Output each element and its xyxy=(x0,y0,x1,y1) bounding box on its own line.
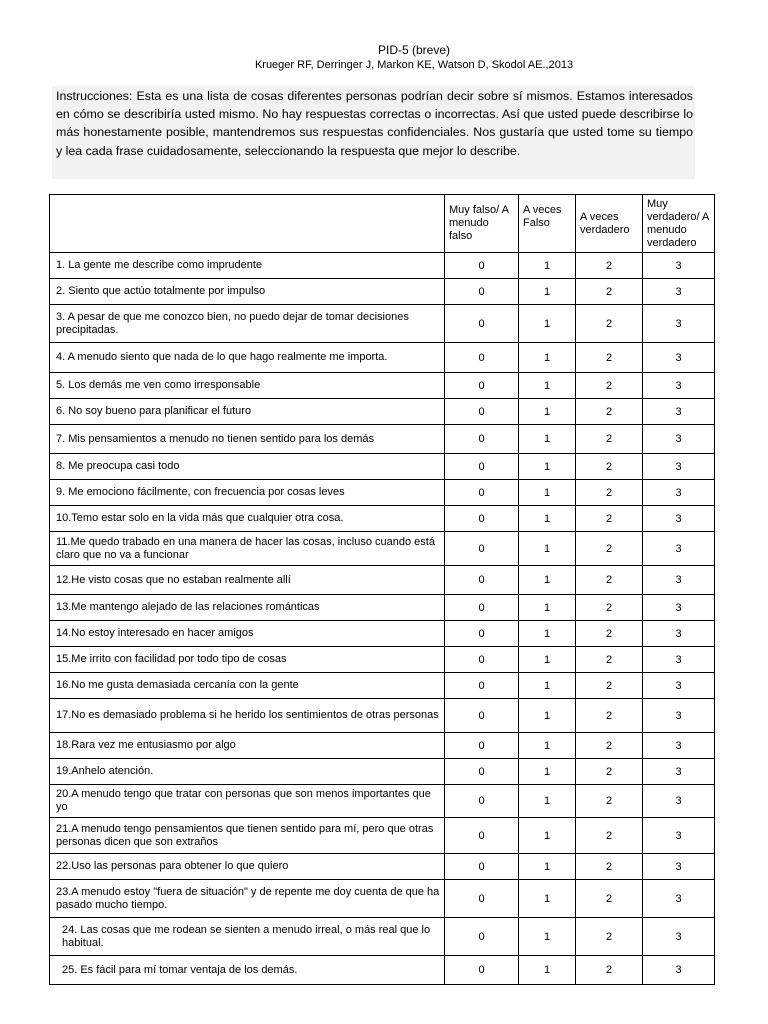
response-option-3[interactable]: 3 xyxy=(643,699,715,733)
response-option-1[interactable]: 1 xyxy=(519,918,576,956)
response-option-3[interactable]: 3 xyxy=(643,956,715,985)
response-option-0[interactable]: 0 xyxy=(445,480,519,506)
response-option-1[interactable]: 1 xyxy=(519,647,576,673)
item-text: 13.Me mantengo alejado de las relaciones románticas xyxy=(50,595,445,621)
response-option-1[interactable]: 1 xyxy=(519,854,576,880)
response-option-1[interactable]: 1 xyxy=(519,532,576,566)
response-option-2[interactable]: 2 xyxy=(576,305,643,343)
table-row xyxy=(50,785,715,818)
response-option-2[interactable]: 2 xyxy=(576,425,643,454)
item-text: 19.Anhelo atención. xyxy=(50,759,445,785)
response-option-1[interactable]: 1 xyxy=(519,253,576,279)
response-option-2[interactable]: 2 xyxy=(576,880,643,918)
item-text: 15.Me irrito con facilidad por todo tipo de cosas xyxy=(50,647,445,673)
table-row xyxy=(50,253,715,279)
item-text: 7. Mis pensamientos a menudo no tienen sentido para los demás xyxy=(50,425,445,454)
response-option-3[interactable]: 3 xyxy=(643,279,715,305)
item-text: 22.Uso las personas para obtener lo que quiero xyxy=(50,854,445,880)
table-row xyxy=(50,343,715,373)
response-option-1[interactable]: 1 xyxy=(519,279,576,305)
response-option-3[interactable]: 3 xyxy=(643,566,715,595)
item-text: 18.Rara vez me entusiasmo por algo xyxy=(50,733,445,759)
response-option-0[interactable]: 0 xyxy=(445,759,519,785)
response-option-3[interactable]: 3 xyxy=(643,818,715,854)
response-option-2[interactable]: 2 xyxy=(576,506,643,532)
response-option-1[interactable]: 1 xyxy=(519,956,576,985)
response-option-3[interactable]: 3 xyxy=(643,733,715,759)
response-option-3[interactable]: 3 xyxy=(643,647,715,673)
table-row xyxy=(50,595,715,621)
response-option-1[interactable]: 1 xyxy=(519,818,576,854)
item-text: 2. Siento que actúo totalmente por impulso xyxy=(50,279,445,305)
column-header-3: Muy verdadero/ A menudo verdadero xyxy=(643,195,715,253)
response-option-0[interactable]: 0 xyxy=(445,532,519,566)
item-text: 8. Me preocupa casi todo xyxy=(50,454,445,480)
column-header-2: A veces verdadero xyxy=(576,195,643,253)
questionnaire-table xyxy=(49,194,715,985)
response-option-2[interactable]: 2 xyxy=(576,647,643,673)
response-option-0[interactable]: 0 xyxy=(445,566,519,595)
response-option-1[interactable]: 1 xyxy=(519,373,576,399)
item-text: 3. A pesar de que me conozco bien, no puedo dejar de tomar decisiones precipitadas. xyxy=(50,305,445,343)
table-row xyxy=(50,673,715,699)
table-row xyxy=(50,305,715,343)
response-option-0[interactable]: 0 xyxy=(445,818,519,854)
column-header-0: Muy falso/ A menudo falso xyxy=(445,195,519,253)
response-option-0[interactable]: 0 xyxy=(445,399,519,425)
table-row xyxy=(50,733,715,759)
header-row xyxy=(50,195,715,253)
item-text: 23.A menudo estoy "fuera de situación" y de repente me doy cuenta de que ha pasado mucho tiempo. xyxy=(50,880,445,918)
response-option-3[interactable]: 3 xyxy=(643,480,715,506)
response-option-1[interactable]: 1 xyxy=(519,343,576,373)
response-option-1[interactable]: 1 xyxy=(519,595,576,621)
response-option-3[interactable]: 3 xyxy=(643,532,715,566)
response-option-2[interactable]: 2 xyxy=(576,373,643,399)
response-option-2[interactable]: 2 xyxy=(576,621,643,647)
table-row xyxy=(50,480,715,506)
response-option-2[interactable]: 2 xyxy=(576,918,643,956)
item-text: 1. La gente me describe como imprudente xyxy=(50,253,445,279)
response-option-3[interactable]: 3 xyxy=(643,343,715,373)
authors-line: Krueger RF, Derringer J, Markon KE, Watson D, Skodol AE.,2013 xyxy=(254,59,574,71)
response-option-3[interactable]: 3 xyxy=(643,253,715,279)
response-option-0[interactable]: 0 xyxy=(445,425,519,454)
response-option-0[interactable]: 0 xyxy=(445,918,519,956)
column-header-1: A veces Falso xyxy=(519,195,576,253)
response-option-0[interactable]: 0 xyxy=(445,880,519,918)
response-option-3[interactable]: 3 xyxy=(643,373,715,399)
page-title: PID-5 (breve) xyxy=(377,43,451,57)
response-option-0[interactable]: 0 xyxy=(445,279,519,305)
table-row xyxy=(50,454,715,480)
response-option-3[interactable]: 3 xyxy=(643,759,715,785)
response-option-1[interactable]: 1 xyxy=(519,733,576,759)
response-option-2[interactable]: 2 xyxy=(576,399,643,425)
response-option-2[interactable]: 2 xyxy=(576,818,643,854)
response-option-1[interactable]: 1 xyxy=(519,305,576,343)
table-row xyxy=(50,506,715,532)
response-option-2[interactable]: 2 xyxy=(576,253,643,279)
response-option-2[interactable]: 2 xyxy=(576,733,643,759)
response-option-3[interactable]: 3 xyxy=(643,425,715,454)
instructions-box: Instrucciones: Esta es una lista de cosas diferentes personas podrían decir sobre sí mismos. Estamos interesados en cómo se describiría usted mismo. No hay respuestas correctas o incorrectas. Así que usted puede describirse lo más honestamente posible, mantendremos sus respuestas confidenciales. Nos gustaría que usted tome su tiempo y lea cada frase cuidadosamente, seleccionando la respuesta que mejor lo describe. xyxy=(52,86,695,179)
response-option-2[interactable]: 2 xyxy=(576,956,643,985)
item-text: 10.Temo estar solo en la vida más que cualquier otra cosa. xyxy=(50,506,445,532)
response-option-0[interactable]: 0 xyxy=(445,956,519,985)
table-row xyxy=(50,818,715,854)
response-option-2[interactable]: 2 xyxy=(576,480,643,506)
response-option-1[interactable]: 1 xyxy=(519,699,576,733)
table-row xyxy=(50,532,715,566)
table-row xyxy=(50,621,715,647)
response-option-0[interactable]: 0 xyxy=(445,673,519,699)
response-option-3[interactable]: 3 xyxy=(643,506,715,532)
response-option-0[interactable]: 0 xyxy=(445,373,519,399)
response-option-2[interactable]: 2 xyxy=(576,566,643,595)
item-text: 12.He visto cosas que no estaban realmente allí xyxy=(50,566,445,595)
table-row xyxy=(50,918,715,956)
response-option-3[interactable]: 3 xyxy=(643,595,715,621)
response-option-0[interactable]: 0 xyxy=(445,305,519,343)
item-text: 9. Me emociono fácilmente, con frecuencia por cosas leves xyxy=(50,480,445,506)
item-text: 6. No soy bueno para planificar el futuro xyxy=(50,399,445,425)
response-option-0[interactable]: 0 xyxy=(445,253,519,279)
table-row xyxy=(50,759,715,785)
item-text: 24. Las cosas que me rodean se sienten a menudo irreal, o más real que lo habitual. xyxy=(50,918,445,956)
response-option-1[interactable]: 1 xyxy=(519,454,576,480)
item-text: 21.A menudo tengo pensamientos que tienen sentido para mí, pero que otras personas dicen que son extraños xyxy=(50,818,445,854)
response-option-2[interactable]: 2 xyxy=(576,759,643,785)
response-option-3[interactable]: 3 xyxy=(643,785,715,818)
response-option-0[interactable]: 0 xyxy=(445,733,519,759)
response-option-0[interactable]: 0 xyxy=(445,343,519,373)
response-option-2[interactable]: 2 xyxy=(576,454,643,480)
item-text: 4. A menudo siento que nada de lo que hago realmente me importa. xyxy=(50,343,445,373)
column-header-item xyxy=(50,195,445,253)
table-row xyxy=(50,699,715,733)
response-option-1[interactable]: 1 xyxy=(519,785,576,818)
response-option-2[interactable]: 2 xyxy=(576,595,643,621)
response-option-2[interactable]: 2 xyxy=(576,785,643,818)
response-option-2[interactable]: 2 xyxy=(576,343,643,373)
response-option-2[interactable]: 2 xyxy=(576,699,643,733)
item-text: 17.No es demasiado problema si he herido los sentimientos de otras personas xyxy=(50,699,445,733)
response-option-0[interactable]: 0 xyxy=(445,699,519,733)
response-option-3[interactable]: 3 xyxy=(643,854,715,880)
item-text: 11.Me quedo trabado en una manera de hacer las cosas, incluso cuando está claro que no va a funcionar xyxy=(50,532,445,566)
response-option-2[interactable]: 2 xyxy=(576,279,643,305)
response-option-1[interactable]: 1 xyxy=(519,759,576,785)
response-option-3[interactable]: 3 xyxy=(643,880,715,918)
response-option-0[interactable]: 0 xyxy=(445,785,519,818)
table-row xyxy=(50,956,715,985)
table-row xyxy=(50,647,715,673)
response-option-1[interactable]: 1 xyxy=(519,480,576,506)
response-option-3[interactable]: 3 xyxy=(643,673,715,699)
response-option-0[interactable]: 0 xyxy=(445,854,519,880)
response-option-3[interactable]: 3 xyxy=(643,918,715,956)
table-row xyxy=(50,399,715,425)
response-option-3[interactable]: 3 xyxy=(643,454,715,480)
response-option-2[interactable]: 2 xyxy=(576,854,643,880)
response-option-2[interactable]: 2 xyxy=(576,532,643,566)
response-option-3[interactable]: 3 xyxy=(643,305,715,343)
response-option-1[interactable]: 1 xyxy=(519,566,576,595)
table-row xyxy=(50,373,715,399)
table-row xyxy=(50,566,715,595)
response-option-0[interactable]: 0 xyxy=(445,621,519,647)
item-text: 20.A menudo tengo que tratar con personas que son menos importantes que yo xyxy=(50,785,445,818)
response-option-1[interactable]: 1 xyxy=(519,621,576,647)
response-option-3[interactable]: 3 xyxy=(643,399,715,425)
response-option-3[interactable]: 3 xyxy=(643,621,715,647)
response-option-0[interactable]: 0 xyxy=(445,647,519,673)
response-option-0[interactable]: 0 xyxy=(445,506,519,532)
table-row xyxy=(50,880,715,918)
table-row xyxy=(50,425,715,454)
response-option-1[interactable]: 1 xyxy=(519,399,576,425)
response-option-0[interactable]: 0 xyxy=(445,454,519,480)
response-option-2[interactable]: 2 xyxy=(576,673,643,699)
response-option-0[interactable]: 0 xyxy=(445,595,519,621)
response-option-1[interactable]: 1 xyxy=(519,673,576,699)
response-option-1[interactable]: 1 xyxy=(519,425,576,454)
table-row xyxy=(50,854,715,880)
response-option-1[interactable]: 1 xyxy=(519,880,576,918)
response-option-1[interactable]: 1 xyxy=(519,506,576,532)
table-row xyxy=(50,279,715,305)
item-text: 25. Es fácil para mí tomar ventaja de los demás. xyxy=(50,956,445,985)
item-text: 5. Los demás me ven como irresponsable xyxy=(50,373,445,399)
item-text: 16.No me gusta demasiada cercanía con la gente xyxy=(50,673,445,699)
item-text: 14.No estoy interesado en hacer amigos xyxy=(50,621,445,647)
